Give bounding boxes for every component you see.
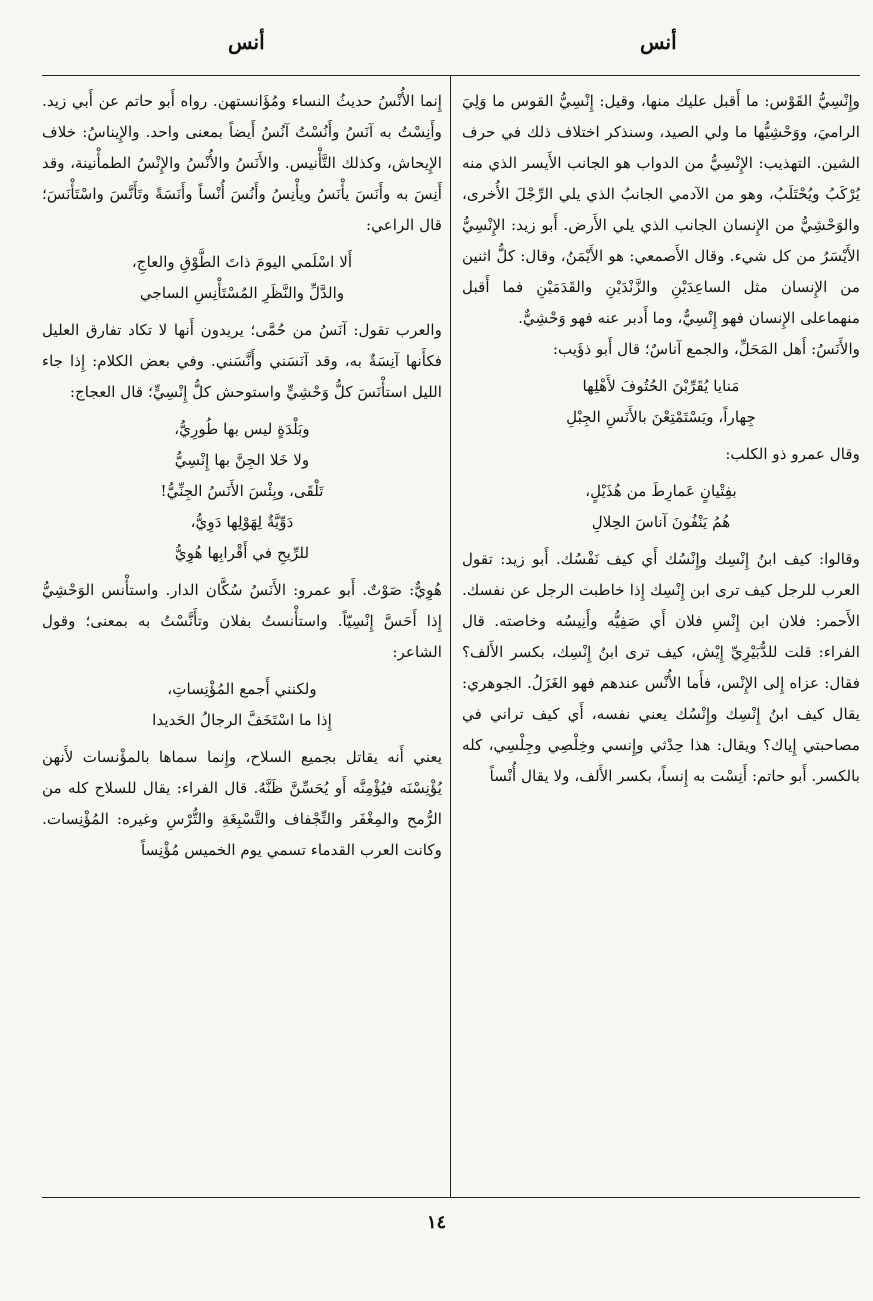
verse-line: للرِّيحِ في أَقْرابِها هُوِيُّ — [174, 544, 310, 562]
verse-line: دَوِّيَّةٌ لِهَوْلِها دَوِيُّ، — [190, 513, 294, 531]
header-rule — [42, 75, 860, 76]
right-column — [462, 86, 860, 1192]
verse-line: إِذا ما اسْتَخَفَّ الرجالُ الحَديدا — [152, 711, 332, 729]
verse-line: والدَّلِّ والنَّظَرِ المُسْتَأْنِسِ الساجي — [139, 284, 345, 302]
paragraph: والأَنَسُ: أَهل المَحَلِّ، والجمع آناسٌ؛ قال أَبو ذؤَيب: — [552, 340, 860, 358]
paragraph: هُوِيٌّ: صَوْتٌ. أَبو عمرو: الأَنَسُ سُكَّان الدار. واستأْنس الوَحْشِيُّ إِذا أَحَسَّ إِنْسِيّاً. واستأْنستُ بفلان وتأَنَّسْتُ به بمعنى؛ وقول الشاعر: — [42, 581, 442, 661]
column-divider — [450, 75, 451, 1197]
poem-verse — [42, 414, 442, 569]
poem-verse — [462, 476, 860, 538]
verse-line: مَنايا يُقَرِّبْنَ الحُتُوفَ لأَهْلِها — [582, 377, 740, 395]
paragraph: يعني أَنه يقاتل بجميع السلاح، وإِنما سماها بالمؤْنسات لأَنهن يُؤْنِسْنَه فيُؤْمِنَّه أَو يُحَسِّنَّ ظَنَّهُ. قال الفراء: يقال للسلاح كله من الرُّمح والمِغْفَر والتِّجْفاف والتَّسْبِغَةِ والتُّرْسِ وغيره: المُؤْنِسات. وكانت العرب القدماء تسمي يوم الخميس مُؤْنِساً — [42, 748, 442, 859]
paragraph: إِنما الأُنْسُ حديثُ النساء ومُؤَانستهن. رواه أَبو حاتم عن أَبي زيد. وأَنِسْتُ به آنَسُ وأَنُسْتُ آنُسُ أَيضاً بمعنى واحد. والإِيناسُ: خلاف الإِيحاش، وكذلك التَّأْنيس. والأَنَسُ والأُنْسُ والإِنْسُ الطمأْنينة، وقد أَنِسَ به وأَنَسَ يأْنَسُ ويأْنِسُ وأَنُسَ أُنْساً وأَنَسَةً وتَأَنَّسَ واسْتَأْنَسَ؛ قال الراعي: — [42, 92, 442, 234]
verse-line: هُمُ يَنْفُونَ آناسَ الحِلالِ — [591, 513, 731, 531]
running-header-left: أنس — [228, 30, 265, 54]
page-number: ١٤ — [426, 1212, 447, 1233]
verse-line: ولكنني أَجمع المُؤْنِساتِ، — [167, 680, 317, 698]
verse-line: وبَلْدَةٍ ليس بها طُورِيُّ، — [174, 420, 310, 438]
verse-line: بفِتْيانٍ عَمارِطَ من هُذَيْلٍ، — [585, 482, 737, 500]
left-column — [42, 86, 442, 1192]
paragraph: وقال عمرو ذو الكلب: — [725, 445, 860, 463]
poem-verse — [42, 247, 442, 309]
verse-line: أَلا اسْلَمي اليومَ ذاتَ الطَّوْقِ والعاجِ، — [131, 253, 353, 271]
paragraph: وقالوا: كيف ابنُ إِنْسِك وإِنْسُك أَي كيف نَفْسُك. أَبو زيد: تقول العرب للرجل كيف ترى ابن إِنْسِك إِذا خاطبت الرجل عن نفسك. الأَحمر: فلان ابن إِنْسِ فلان أَي صَفِيُّه وأَنِيسُه وخاصته. قال الفراء: قلت للدُّبَيْرِيِّ إِيْش، كيف ترى ابنُ إِنْسِك، بكسر الأَلف؟ فقال: عزاه إِلى الإِنْس، فأَما الأُنْس عندهم فهو الغَزَلُ. الجوهري: يقال كيف ابنُ إِنْسِك وإِنْسُك يعني نفسه، أَي كيف تراني في مصاحبتي إِياك؟ ويقال: هذا حِدْثي وإِنسي وخِلْصِي وجِلْسِي، كله بالكسر. أَبو حاتم: أَنِسْت به إِنساً، بكسر الأَلف، ولا يقال أُنْساً — [462, 550, 860, 785]
poem-verse — [42, 674, 442, 736]
verse-line: تَلْقَى، وبِئْسَ الأَنَسُ الجِنِّيُّ! — [160, 482, 324, 500]
running-header-right: أنس — [640, 30, 677, 54]
paragraph: والعرب تقول: آنَسُ من حُمَّى؛ يريدون أَنها لا تكاد تفارق العليل فكأَنها آنِسَةٌ به، وقد آنَسَني وأَنَّسَني. وفي بعض الكلام: إِذا جاء الليل استأْنَسَ كلُّ وَحْشِيٍّ واستوحش كلُّ إِنْسِيٍّ؛ قال العجاج: — [42, 321, 442, 401]
paragraph: وإِنْسِيُّ القَوْس: ما أَقبل عليك منها، وقيل: إِنْسِيُّ القوس ما وَلِيَ الراميَ، ووَحْشِيُّها ما ولي الصيد، وسنذكر اختلاف ذلك في حرف الشين. التهذيب: الإِنْسِيُّ من الدواب هو الجانب الأَيسر الذي منه يُرْكَبُ ويُحْتَلَبُ، وهو من الآدمي الجانبُ الذي يلي الرِّجْلَ الأُخرى، والوَحْشِيُّ من الإِنسان الجانب الذي يلي الأَرض. أَبو زيد: الإِنْسِيُّ الأَيْسَرُ من كل شيء. وقال الأَصمعي: هو الأَيْمَنُ، وقال: كلُّ اثنين من الإِنسان مثل الساعِدَيْنِ والزَّنْدَيْنِ والقَدَمَيْنِ فما أَقبل منهماعلى الإِنسان فهو إِنْسِيٌّ، وما أَدبر عنه فهو وَحْشِيٌّ. — [462, 92, 860, 327]
footer-rule — [42, 1197, 860, 1198]
poem-verse — [462, 371, 860, 433]
verse-line: جِهاراً، ويَسْتَمْتِعْنَ بالأَنَسِ الجِبْلِ — [566, 408, 756, 426]
verse-line: ولا خَلا الجِنَّ بها إِنْسِيُّ — [174, 451, 310, 469]
